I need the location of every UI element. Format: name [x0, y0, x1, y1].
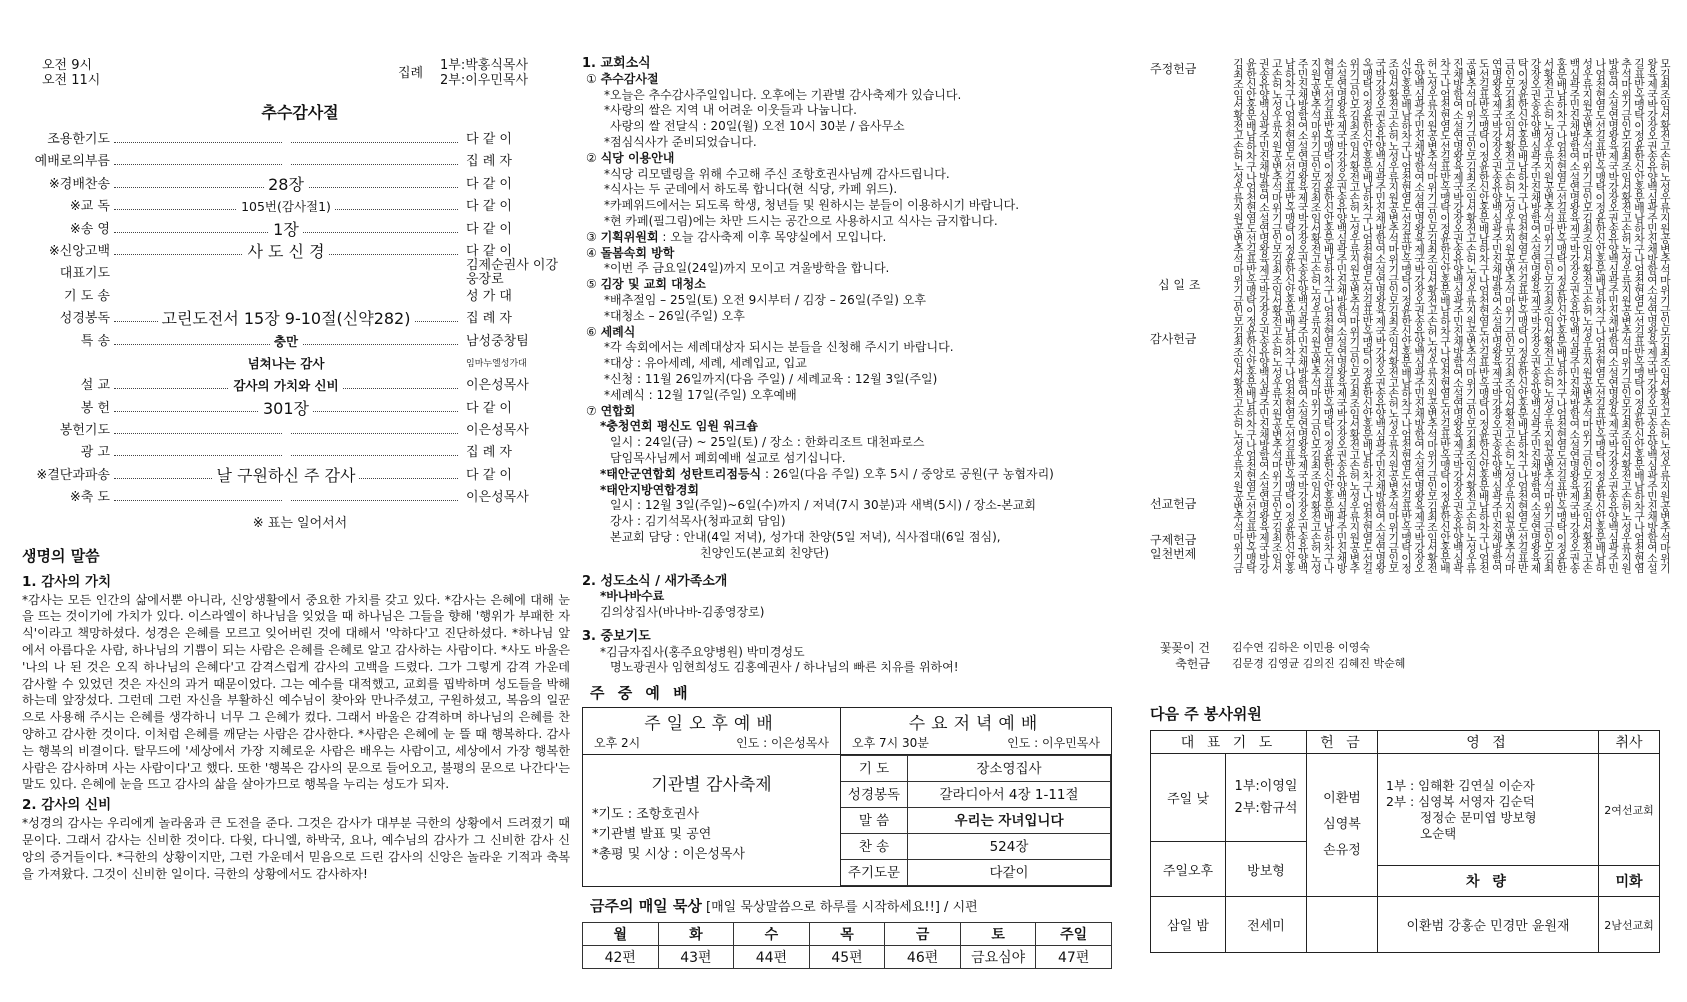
order-label: ※경배찬송 [48, 176, 110, 192]
news-item [586, 230, 1112, 246]
order-label: 기 도 송 [64, 288, 110, 304]
sunday-pray-2: 2부:함규석 [1234, 800, 1298, 816]
offering-name-column: 지원공변추석마위기금인모김최조임서황전고손허노성우류지원공변추석마위기금인모김최조임서황전고손허노성 [1309, 58, 1323, 573]
news-item-title: 추수감사절 [600, 71, 659, 86]
stand-note: ※ 표는 일어서서 [252, 515, 348, 531]
order-label: 광 고 [80, 445, 110, 461]
news-item-title: 연합회 [600, 403, 636, 418]
flower-names: 김수연 김하은 이민용 이영숙 [1232, 641, 1371, 654]
union-item [582, 467, 1112, 483]
sunday-pm-pray: 방보형 [1226, 842, 1307, 897]
order-content [282, 423, 290, 438]
offering-name-column: 연명왕육제국박강장오권송유양백심곽주민진채방함여소설연명왕육제국박강장오권송유양백심곽주민진채방함여 [1490, 58, 1504, 573]
day-cell: 주일 [1036, 923, 1112, 946]
offering-name-column: 성우류지원공변추석마위기금인모김최조임서황전고손허노성우류지원공변추석마위기금인모김최조임서황전고손 [1581, 58, 1595, 573]
day-cell: 목 [809, 923, 885, 946]
order-label: ※축 도 [69, 490, 110, 506]
order-content: 301장 [259, 399, 313, 418]
union-line: 담임목사님께서 폐회예배 설교로 섬기십니다. [610, 450, 846, 465]
worship-order-column [22, 0, 570, 882]
order-item [30, 174, 570, 196]
order-person: 집 례 자 [466, 311, 512, 327]
order-content: 1장 [269, 220, 303, 239]
next-week-table [1150, 730, 1660, 953]
wednesday-rows [841, 755, 1111, 886]
offering-name-column: 백심곽주민진채방함여소설연명왕육제국박강장오권송유양백심곽주민진채방함여소설연명왕육제국박강장오권송 [1568, 58, 1582, 573]
day-cell: 월 [583, 923, 659, 946]
offering-name-column: 소설연명왕육제국박강장오권송유양백심곽주민진채방함여소설연명왕육제국박강장오권송유양백심곽주민진채방 [1335, 58, 1349, 573]
news-item-line: *이번 주 금요일(24일)까지 모이고 겨울방학을 합니다. [604, 261, 890, 276]
news-item-title: 식당 이용안내 [600, 150, 675, 165]
sunday-pm-title: 주일오후예배 [644, 714, 779, 735]
offering-list [1150, 58, 1670, 693]
wednesday-row [841, 782, 1111, 808]
offering-name-column: 모김최조임서황전고손허노성우류지원공변추석마위기금인모김최조임서황전고손허노성우류지원공변추석마위기 [1658, 58, 1672, 573]
welcome-4: 오순택 [1420, 825, 1457, 841]
order-label: 성경봉독 [59, 311, 110, 327]
offering-name-column: 남하차구나엄천현염도선길표반옥맹탁이정윤한신안홍문배남하차구나엄천현염도선길표반옥맹탁이정윤한신안홍 [1283, 58, 1297, 573]
order-person: 이은성목사 [466, 490, 529, 506]
header-prayer: 대 표 기 도 [1151, 731, 1307, 754]
union-head: *태안군연합회 성탄트리점등식 [600, 466, 762, 481]
offering-name-column: 서황전고손허노성우류지원공변추석마위기금인모김최조임서황전고손허노성우류지원공변추석마위기금인모김최 [1542, 58, 1556, 573]
offering-name-column: 강장오권송유양백심곽주민진채방함여소설연명왕육제국박강장오권송유양백심곽주민진채방함여소설연명왕육제 [1529, 58, 1543, 573]
news-item [586, 277, 1112, 324]
car-names: 이환범 강홍순 민경만 윤원재 [1378, 897, 1599, 953]
union-item [582, 483, 1112, 562]
daily-note: [매일 묵상말씀으로 하루를 시작하세요!!] / 시편 [706, 900, 978, 916]
offering-name-column: 고손허노성우류지원공변추석마위기금인모김최조임서황전고손허노성우류지원공변추석마위기금인모김최조임서 [1270, 58, 1284, 573]
day-cell: 금 [885, 923, 961, 946]
news-item-line: *신청 : 11월 26일까지(다음 주일) / 세례교육 : 12월 3일(주일) [604, 371, 938, 386]
sunday-day-label: 주일 낮 [1151, 754, 1226, 842]
union-head: *태안지방연합경회 [600, 482, 700, 497]
news-item-line: *사랑의 쌀은 지역 내 어려운 이웃들과 나눕니다. [604, 103, 857, 118]
order-item [30, 353, 570, 375]
offering-name-column: 금인모김최조임서황전고손허노성우류지원공변추석마위기금인모김최조임서황전고손허노성우류지원공변추석마 [1503, 58, 1517, 573]
weekly-worship-table [582, 707, 1112, 887]
news-item-inline: : 오늘 감사축제 이후 목양실에서 모입니다. [658, 229, 887, 244]
members-title: 2. 성도소식 / 새가족소개 [582, 573, 728, 589]
offering-name-column: 진채방함여소설연명왕육제국박강장오권송유양백심곽주민진채방함여소설연명왕육제국박강장오권송유양백심곽 [1451, 58, 1465, 573]
psalm-cell: 금요심야 [960, 946, 1035, 969]
festival-line-1: *기도 : 조항호권사 [592, 807, 700, 823]
wednesday-night-label: 삼일 밤 [1151, 897, 1226, 953]
order-content [282, 154, 290, 169]
news-item [586, 151, 1112, 230]
psalm-cell: 43편 [658, 946, 734, 969]
offering-name-column: 신안홍문배남하차구나엄천현염도선길표반옥맹탁이정윤한신안홍문배남하차구나엄천현염도선길표반옥맹탁이정 [1400, 58, 1414, 573]
offering-label-weekly: 주정헌금 [1150, 62, 1197, 76]
offering-name-columns [1232, 58, 1672, 630]
wednesday-row-label: 기 도 [841, 756, 908, 782]
order-person: 이은성목사 [466, 378, 529, 394]
wednesday-row-label: 성경봉독 [841, 782, 908, 808]
next-week-title: 다음 주 봉사위원 [1150, 705, 1262, 723]
cook-1: 2여선교회 [1599, 754, 1660, 866]
order-item [30, 331, 570, 353]
welcome-3: 정정순 문미엽 방보형 [1420, 809, 1537, 825]
order-label: 설 교 [80, 378, 110, 394]
order-label: 특 송 [80, 333, 110, 349]
news-item-title: 돌봄속회 방학 [600, 245, 675, 260]
sunday-pm-label: 주일오후 [1151, 842, 1226, 897]
news-item-number: ① [586, 71, 597, 86]
order-label: ※결단과파송 [36, 467, 110, 483]
order-person: 집 례 자 [466, 154, 512, 170]
order-label: 봉헌기도 [59, 423, 110, 439]
day-cell: 토 [960, 923, 1035, 946]
sunday-pm-lead: 인도 : 이은성목사 [736, 736, 829, 751]
news-item-number: ④ [586, 245, 597, 260]
news-item-number: ⑤ [586, 277, 597, 292]
build-names: 김문경 김영균 김의진 김혜진 박순혜 [1232, 657, 1406, 670]
wednesday-row-value: 갈라디아서 4장 1-11절 [908, 782, 1111, 808]
news-item-number: ② [586, 150, 597, 165]
news-item-number: ③ [586, 229, 597, 244]
prayer-line-2: 명노광권사 임현희성도 김홍예권사 / 하나님의 빠른 치유를 위하여! [610, 660, 959, 675]
offering-name-column: 국박강장오권송유양백심곽주민진채방함여소설연명왕육제국박강장오권송유양백심곽주민진채방함여소설연명왕 [1374, 58, 1388, 573]
header-cook: 취사 [1599, 731, 1660, 754]
offering-name-column: 탁이정윤한신안홍문배남하차구나엄천현염도선길표반옥맹탁이정윤한신안홍문배남하차구나엄천현염도선길표반 [1516, 58, 1530, 573]
order-content: 105번(감사절1) [237, 199, 335, 214]
sermon-heading-2: 2. 감사의 신비 [22, 797, 112, 814]
wednesday-night-pray: 전세미 [1226, 897, 1307, 953]
union-line: 일시 : 12월 3일(주일)~6일(수)까지 / 저녁(7시 30분)과 새벽(5시) / 장소-본교회 [610, 498, 1036, 513]
wednesday-row-label: 말 씀 [841, 808, 908, 834]
order-item [30, 151, 570, 173]
psalm-cell: 44편 [734, 946, 810, 969]
order-label: 봉 헌 [80, 400, 110, 416]
union-line: 강사 : 김기석목사(청파교회 담임) [610, 514, 786, 529]
wednesday-row-value: 우리는 자녀입니다 [908, 808, 1111, 834]
sermon-title: 생명의 말씀 [22, 546, 100, 565]
wednesday-time: 오후 7시 30분 [852, 736, 929, 751]
order-content [282, 289, 290, 304]
welcome-2: 2부 : 심영복 서영자 김순덕 [1386, 793, 1535, 809]
psalm-cell: 46편 [885, 946, 961, 969]
order-label: ※교 독 [69, 199, 110, 215]
sunday-pm-time: 오후 2시 [594, 736, 641, 751]
header-offering: 헌 금 [1307, 731, 1378, 754]
order-item [30, 398, 570, 420]
union-line: 일시 : 24일(금) ~ 25일(토) / 장소 : 한화리조트 대천파로스 [610, 435, 925, 450]
offering-name-column: 권송유양백심곽주민진채방함여소설연명왕육제국박강장오권송유양백심곽주민진채방함여소설연명왕육제국박강 [1257, 58, 1271, 573]
offerings-column [1150, 0, 1670, 953]
offering-name-column: 옥맹탁이정윤한신안홍문배남하차구나엄천현염도선길표반옥맹탁이정윤한신안홍문배남하차구나엄천현염도선길 [1361, 58, 1375, 573]
worship-order-list [30, 129, 570, 510]
order-content: 충만 [270, 334, 302, 349]
order-content: 28장 [264, 175, 308, 194]
offering-team-3: 손유정 [1323, 843, 1361, 858]
daily-psalm-table [582, 922, 1112, 969]
members-line: 김의상집사(바나바-김종영장로) [600, 605, 765, 620]
order-person: 다 같 이 [466, 132, 512, 147]
service-time-1: 오전 9시 [42, 58, 93, 73]
weekly-worship-title: 주 중 예 배 [590, 684, 692, 703]
union-item [582, 419, 1112, 466]
offering-name-column: 윤한신안홍문배남하차구나엄천현염도선길표반옥맹탁이정윤한신안홍문배남하차구나엄천현염도선길표반옥맹탁 [1244, 58, 1258, 573]
news-item-line: *카페위드에서는 되도록 학생, 청년들 및 원하시는 분들이 이용하시기 바랍니다. [604, 198, 1020, 213]
union-line: 본교회 담당 : 안내(4일 저녁), 성가대 찬양(5일 저녁), 식사접대(6일 점심), [610, 529, 1001, 544]
daily-title: 금주의 매일 묵상 [590, 897, 702, 916]
day-cell: 수 [734, 923, 810, 946]
order-label: ※송 영 [69, 221, 110, 237]
order-item [30, 286, 570, 308]
festival-line-3: *총평 및 시상 : 이은성목사 [592, 847, 745, 863]
wednesday-row [841, 860, 1111, 886]
service-header [30, 58, 570, 92]
order-item [30, 465, 570, 487]
order-item [30, 308, 570, 330]
order-person: 성 가 대 [466, 288, 512, 304]
news-item [586, 246, 1112, 278]
order-label: 예배로의부름 [34, 154, 110, 170]
order-content: 감사의 가치와 신비 [229, 378, 342, 393]
order-item [30, 375, 570, 397]
sermon-text-1: *감사는 모든 인간의 삶에서뿐 아니라, 신앙생활에서 중요한 가치를 갖고 있다. *감사는 은혜에 대해 눈을 뜨는 것이기에 가치가 있다. 이스라엘이 하나님을 잊었을 때 하나님은 그들을 향해 '행위가 부패한 자식'이라고 책망하셨다. 성경은 은혜를 모르고 잊어버린 것에 대해서 '악하다'고 진단하셨다. *하나님 앞에서 아름다운 사람, 하나님의 기쁨이 되는 사람은 은혜를 은혜로 알고 감사하는 사람이다. *사도 바울은 '나의 나 된 것은 오직 하나님의 은혜다'고 감격스럽게 감사의 고백을 드렸다. 그가 그렇게 감격 가운데 감사할 수 있었던 것은 자신의 과거 때문이었다. 그는 예수를 대적했고, 교회를 핍박하며 성도들을 박해하는데 앞장섰다. 그런데 그런 자신을 부활하신 예수님이 찾아와 만나주셨고, 구원하셨고, 복음의 일꾼으로 사용해 주시는 은혜를 생각하니 너무 그 은혜가 컸다. 그래서 바울은 감격하며 하나님의 은혜를 찬양하고 감사한 것이다. 이처럼 은혜를 깨닫는 사람은 감사한다. *사람은 은혜에 눈 뜰 때 행복하다. 감사는 행복의 비결이다. 탈무드에 '세상에서 가장 지혜로운 사람은 배우는 사람이고, 세상에서 가장 행복한 사람은 감사하며 사는 사람이다'고 했다. 또한 '행복은 감사의 문으로 들어오고, 불평의 문으로 나간다'는 말도 있다. 은혜에 눈을 뜨고 감사의 삶을 살아가므로 행복을 누리는 성도가 되자. [22, 592, 570, 792]
news-item-line: *점심식사가 준비되었습니다. [604, 134, 757, 149]
news-item-title: 세례식 [600, 324, 636, 339]
offering-name-column: 현염도선길표반옥맹탁이정윤한신안홍문배남하차구나엄천현염도선길표반옥맹탁이정윤한신안홍문배남하차구나 [1322, 58, 1336, 573]
order-item [30, 196, 570, 218]
psalm-cell: 47편 [1036, 946, 1112, 969]
order-content [282, 490, 290, 505]
offering-name-column: 허노성우류지원공변추석마위기금인모김최조임서황전고손허노성우류지원공변추석마위기금인모김최조임서황전 [1426, 58, 1439, 573]
order-content [282, 445, 290, 460]
offering-name-column: 길표반옥맹탁이정윤한신안홍문배남하차구나엄천현염도선길표반옥맹탁이정윤한신안홍문배남하차구나엄천현염 [1633, 58, 1646, 573]
order-item [30, 258, 570, 288]
order-item [30, 219, 570, 241]
preacher-1: 1부:박홍식목사 [440, 58, 528, 73]
order-person: 집 례 자 [466, 445, 512, 461]
news-item-line: *식사는 두 군데에서 하도록 합니다(현 식당, 카페 위드). [604, 182, 898, 197]
order-label: 조용한기도 [47, 132, 110, 147]
church-news-title: 1. 교회소식 [582, 56, 651, 71]
preacher-2: 2부:이우민목사 [440, 73, 528, 88]
offering-label-mission: 선교헌금 [1150, 497, 1197, 511]
news-item-number: ⑦ [586, 403, 597, 418]
offering-team-1: 이환범 [1323, 791, 1361, 806]
wednesday-row-value: 524장 [908, 834, 1111, 860]
church-news [582, 56, 1112, 676]
welcome-1: 1부 : 임해환 김연실 이순자 [1386, 777, 1535, 793]
gathering-label: 집례 [398, 66, 424, 81]
wednesday-row-label: 주기도문 [841, 860, 908, 886]
union-items [582, 419, 1112, 561]
offering-name-column: 홍문배남하차구나엄천현염도선길표반옥맹탁이정윤한신안홍문배남하차구나엄천현염도선길표반옥맹탁이정윤한 [1555, 58, 1569, 573]
header-welcome: 영 접 [1378, 731, 1599, 754]
offering-name-column: 위기금인모김최조임서황전고손허노성우류지원공변추석마위기금인모김최조임서황전고손허노성우류지원공변추 [1348, 58, 1362, 573]
offering-name-column: 차구나엄천현염도선길표반옥맹탁이정윤한신안홍문배남하차구나엄천현염도선길표반옥맹탁이정윤한신안홍문배 [1439, 58, 1452, 573]
wednesday-row-label: 찬 송 [841, 834, 908, 860]
news-item [586, 72, 1112, 151]
psalm-cell: 45편 [809, 946, 885, 969]
sermon-text-2: *성경의 감사는 우리에게 놀라움과 큰 도전을 준다. 그것은 감사가 대부분 극한의 상황에서 드려졌기 때문이다. 그래서 감사는 신비한 것이다. 다윗, 다니엘, 하박국, 요나, 예수님의 감사가 그 신비한 감사 신앙의 증거들이다. *극한의 상황이지만, 그런 가운데서 믿음으로 드린 감사의 신앙은 놀라운 기적과 축복을 가져왔다. 그것이 신비한 일이다. 극한의 상황에서도 감사하자! [22, 816, 570, 881]
news-item [586, 404, 1112, 420]
order-label: ※신앙고백 [48, 243, 110, 259]
order-content: 날 구원하신 주 감사 [213, 466, 360, 485]
prayer-title: 3. 중보기도 [582, 628, 651, 644]
order-person: 이은성목사 [466, 423, 529, 439]
wednesday-row [841, 834, 1111, 860]
news-item-line: *배추절임 – 25일(토) 오전 9시부터 / 김장 – 26일(주일) 오후 [604, 292, 926, 307]
order-person: 다 같 이 [466, 467, 512, 483]
sermon-heading-1: 1. 감사의 가치 [22, 573, 112, 590]
order-person: 김제순권사 이강웅장로 [466, 258, 559, 288]
order-content: 사 도 신 경 [243, 242, 328, 261]
offering-name-column: 유양백심곽주민진채방함여소설연명왕육제국박강장오권송유양백심곽주민진채방함여소설연명왕육제국박강장오 [1413, 58, 1427, 573]
offering-name-column: 나엄천현염도선길표반옥맹탁이정윤한신안홍문배남하차구나엄천현염도선길표반옥맹탁이정윤한신안홍문배남하 [1594, 58, 1608, 573]
car-title: 차 량 [1378, 866, 1599, 897]
offering-name-column: 방함여소설연명왕육제국박강장오권송유양백심곽주민진채방함여소설연명왕육제국박강장오권송유양백심곽주민 [1607, 58, 1621, 573]
union-head: *충청연회 평신도 임원 워크숍 [600, 419, 758, 434]
union-line: 친양인도(본교회 친양단) [700, 545, 830, 560]
wednesday-lead: 인도 : 이우민목사 [1007, 736, 1100, 751]
service-title: 추수감사절 [261, 103, 339, 122]
offering-label-tithe: 십 일 조 [1158, 278, 1201, 292]
order-person: 다 같 이 [466, 221, 512, 237]
news-column [582, 0, 1112, 969]
order-person: 다 같 이 [466, 400, 512, 416]
festival-title: 기관별 감사축제 [651, 775, 772, 796]
news-item-title: 기획위원회 [600, 229, 659, 244]
order-item [30, 442, 570, 464]
order-label: 대표기도 [59, 266, 110, 282]
news-item-title: 김장 및 교회 대청소 [600, 277, 706, 292]
order-item [30, 129, 570, 151]
news-item-line: *대상 : 유아세례, 세례, 세례입교, 입교 [604, 356, 807, 371]
wednesday-row [841, 808, 1111, 834]
offering-name-column: 도선길표반옥맹탁이정윤한신안홍문배남하차구나엄천현염도선길표반옥맹탁이정윤한신안홍문배남하차구나엄천 [1477, 58, 1491, 573]
sunday-pray-1: 1부:이영일 [1234, 778, 1298, 794]
offering-name-column: 김최조임서황전고손허노성우류지원공변추석마위기금인모김최조임서황전고손허노성우류지원공변추석마위기금 [1232, 58, 1245, 573]
offering-name-column: 추석마위기금인모김최조임서황전고손허노성우류지원공변추석마위기금인모김최조임서황전고손허노성우류지원 [1620, 58, 1634, 573]
news-item [586, 325, 1112, 404]
wednesday-title: 수요저녁예배 [908, 714, 1044, 735]
service-time-2: 오전 11시 [42, 73, 101, 88]
offering-name-column: 왕육제국박강장오권송유양백심곽주민진채방함여소설연명왕육제국박강장오권송유양백심곽주민진채방함여소설 [1646, 58, 1659, 573]
order-person: 다 같 이 [466, 176, 512, 192]
prayer-line-1: *김금자집사(홍주요양병원) 박미경성도 [600, 644, 805, 659]
wednesday-row [841, 756, 1111, 782]
news-item-line: *오늘은 추수감사주일입니다. 오후에는 기관별 감사축제가 있습니다. [604, 87, 962, 102]
news-item-line: *현 카페(필그림)에는 차만 드시는 공간으로 사용하시고 식사는 금지합니다. [604, 213, 998, 228]
offering-name-column: 조임서황전고손허노성우류지원공변추석마위기금인모김최조임서황전고손허노성우류지원공변추석마위기금인모 [1387, 58, 1401, 573]
news-item-line: *식당 리모델링을 위해 수고해 주신 조항호권사님께 감사드립니다. [604, 166, 950, 181]
wednesday-row-value: 장소영집사 [908, 756, 1111, 782]
news-item-number: ⑥ [586, 324, 597, 339]
order-content [282, 266, 290, 281]
order-content: 넘쳐나는 감사 [244, 356, 329, 371]
day-cell: 화 [658, 923, 734, 946]
offering-name-column: 공변추석마위기금인모김최조임서황전고손허노성우류지원공변추석마위기금인모김최조임서황전고손허노성우류 [1464, 58, 1478, 573]
order-person: 다 같 이 [466, 243, 512, 259]
cook-2: 2남선교회 [1599, 897, 1660, 953]
order-content: 고린도전서 15장 9-10절(신약282) [158, 309, 415, 328]
offering-label-thanks: 감사헌금 [1150, 332, 1197, 346]
offering-label-relief: 구제헌금 일천번제 [1150, 533, 1197, 561]
news-items [582, 72, 1112, 420]
psalm-cell: 42편 [583, 946, 659, 969]
news-item-line: *대청소 – 26일(주일) 오후 [604, 308, 745, 323]
order-person: 남성중창팀 [466, 333, 529, 349]
order-item [30, 420, 570, 442]
union-inline: : 26일(다음 주일) 오후 5시 / 중앙로 공원(구 농협자리) [761, 466, 1054, 481]
news-item-line: *세례식 : 12월 17일(주일) 오후예배 [604, 387, 797, 402]
members-sub: *바나바수료 [600, 589, 665, 604]
order-content [282, 132, 290, 147]
mihwa-title: 미화 [1599, 866, 1660, 897]
wednesday-row-value: 다같이 [908, 860, 1111, 886]
offering-team-2: 심영복 [1323, 817, 1361, 832]
festival-line-2: *기관별 발표 및 공연 [592, 827, 712, 843]
order-person: 다 같 이 [466, 199, 512, 215]
order-item [30, 487, 570, 509]
order-person: 임마누엘성가대 [466, 358, 527, 369]
news-item-line: 사랑의 쌀 전달식 : 20일(월) 오전 10시 30분 / 읍사무소 [610, 119, 905, 134]
offering-label-flower: 꽃꽂이 건축헌금 [1159, 641, 1210, 671]
offering-name-column: 주민진채방함여소설연명왕육제국박강장오권송유양백심곽주민진채방함여소설연명왕육제국박강장오권송유양백 [1296, 58, 1310, 573]
daily-meditation [590, 895, 1112, 916]
news-item-line: *각 속회에서는 세례대상자 되시는 분들을 신청해 주시기 바랍니다. [604, 340, 954, 355]
